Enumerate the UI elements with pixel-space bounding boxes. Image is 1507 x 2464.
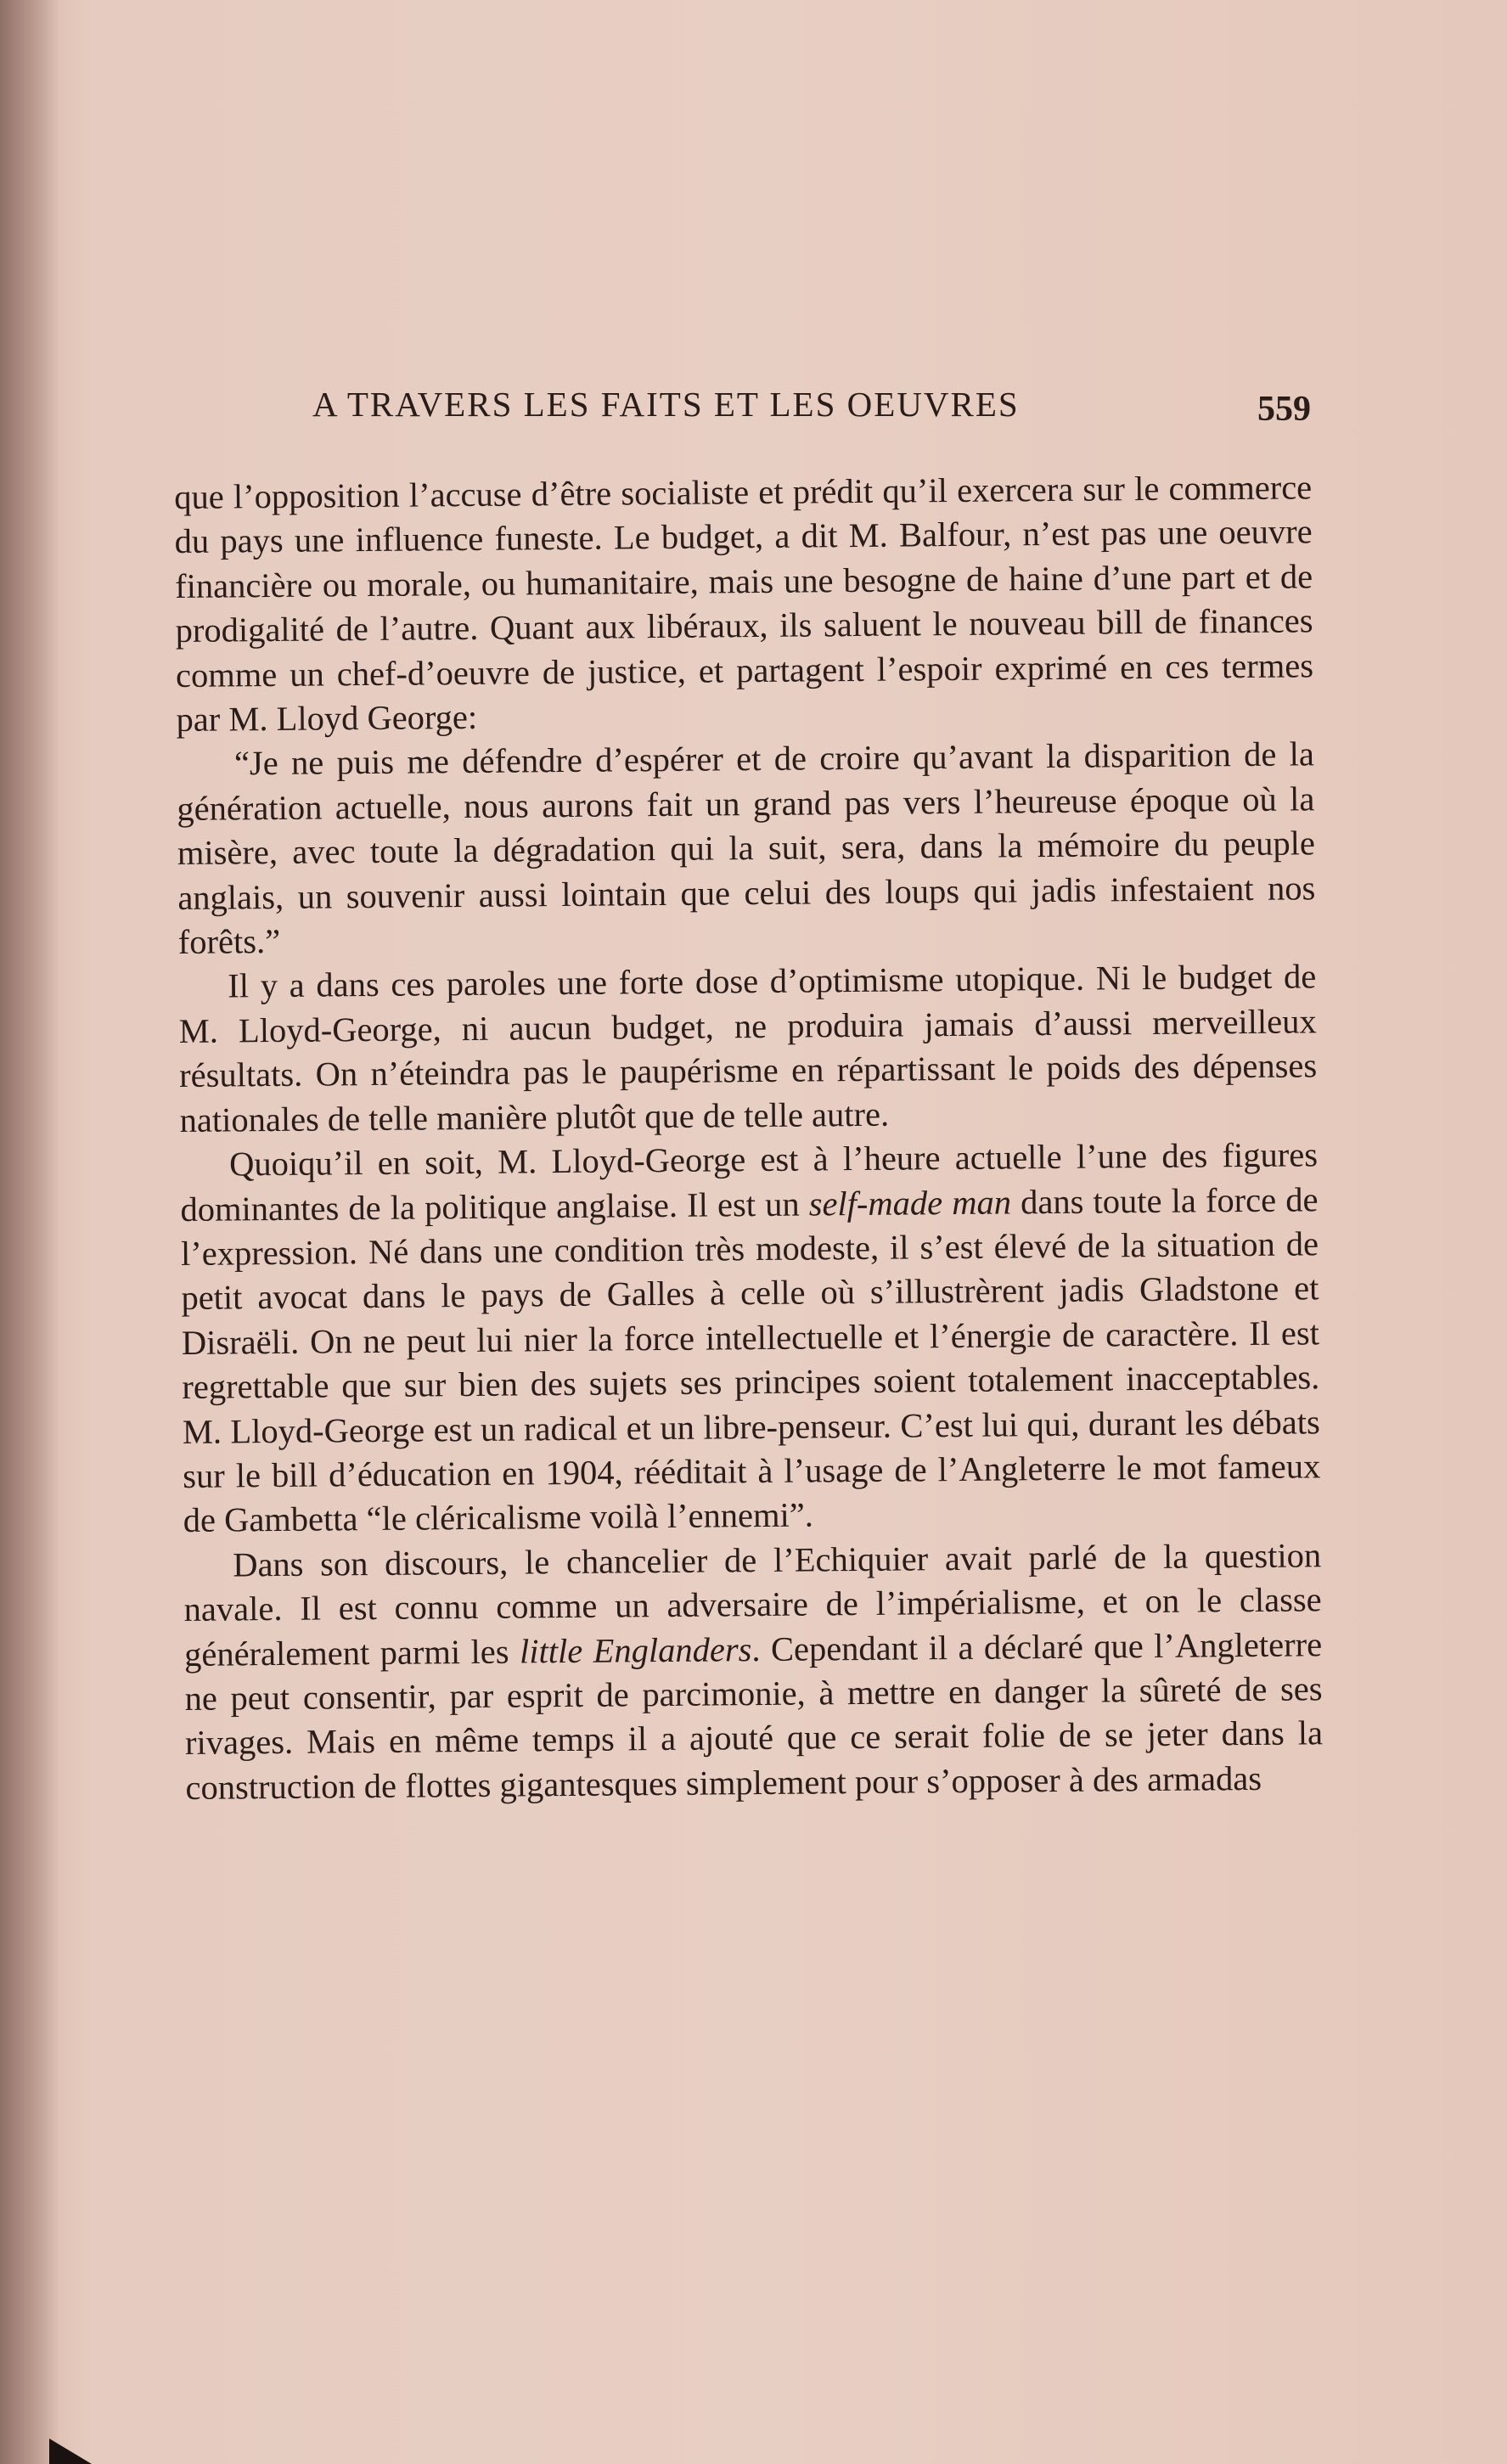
page-header bbox=[312, 384, 1323, 435]
paragraph-4-text-b: dans toute la force de l’expression. Né dans une condition très modeste, il s’est élevé de la situation de petit avocat dans le pays de Galles à celle où s’illustrèrent jadis Gladstone et Disraëli. On ne peut lui nier la force intellectuelle et l’énergie de caractère. Il est regrettable que sur bien des sujets ses principes soient totalement inacceptables. M. Lloyd-George est un radical et un libre-penseur. C’est lui qui, durant les débats sur le bill d’éducation en 1904, rééditait à l’usage de l’Angleterre le mot fameux de Gambetta “le cléricalisme voilà l’ennemi”. bbox=[180, 1179, 1321, 1540]
paragraph-4-italic: self-made man bbox=[808, 1182, 1012, 1224]
page-gutter-shadow bbox=[0, 0, 59, 2464]
paragraph-5-text-a: Dans son discours, le chancelier de l’Echiquier avait parlé de la question navale. Il est connu comme un adversaire de l’impérialisme, et on le classe généralement parmi les bbox=[183, 1536, 1322, 1674]
paragraph-3: Il y a dans ces paroles une forte dose d’optimisme utopique. Ni le budget de M. Lloyd-George, ni aucun budget, ne produira jamais d’aussi merveilleux résultats. On n’éteindra pas le paupérisme en répartissant le poids des dépenses nationales de telle manière plutôt que de telle autre. bbox=[178, 957, 1318, 1139]
paragraph-4 bbox=[180, 1133, 1321, 1543]
paragraph-quote: “Je ne puis me défendre d’espérer et de croire qu’avant la disparition de la génération actuelle, nous aurons fait un grand pas vers l’heureuse époque où la misère, avec toute la dégradation qui la suit, sera, dans la mémoire du peuple anglais, un souvenir aussi lointain que celui des loups qui jadis infestaient nos forêts.” bbox=[177, 734, 1316, 962]
paragraph-5-italic: little Englanders bbox=[519, 1629, 752, 1671]
paragraph-5-text-b: . Cependant il a déclaré que l’Angleterre ne peut consentir, par esprit de parcimonie, à mettre en danger la sûreté de ses rivages. Mais en même temps il a ajouté que ce serait folie de se jeter dans la construction de flottes gigantesques simplement pour s’opposer à des armadas bbox=[184, 1624, 1324, 1807]
page-number: 559 bbox=[1257, 390, 1311, 429]
body-text bbox=[174, 465, 1324, 1810]
paragraph-1: que l’opposition l’accuse d’être socialiste et prédit qu’il exercera sur le commerce du pays une influence funeste. Le budget, a dit M. Balfour, n’est pas une oeuvre financière ou morale, ou humanitaire, mais une besogne de haine d’une part et de prodigalité de l’autre. Quant aux libéraux, ils saluent le nouveau bill de finances comme un chef-d’oeuvre de justice, et partagent l’espoir exprimé en ces termes par M. Lloyd George: bbox=[174, 468, 1314, 740]
paragraph-5 bbox=[183, 1533, 1324, 1810]
paragraph-4-text-a: Quoiqu’il en soit, M. Lloyd-George est à l’heure actuelle l’une des figures dominantes de la politique anglaise. Il est un bbox=[180, 1135, 1319, 1229]
running-title: A TRAVERS LES FAITS ET LES OEUVRES bbox=[312, 385, 1020, 424]
